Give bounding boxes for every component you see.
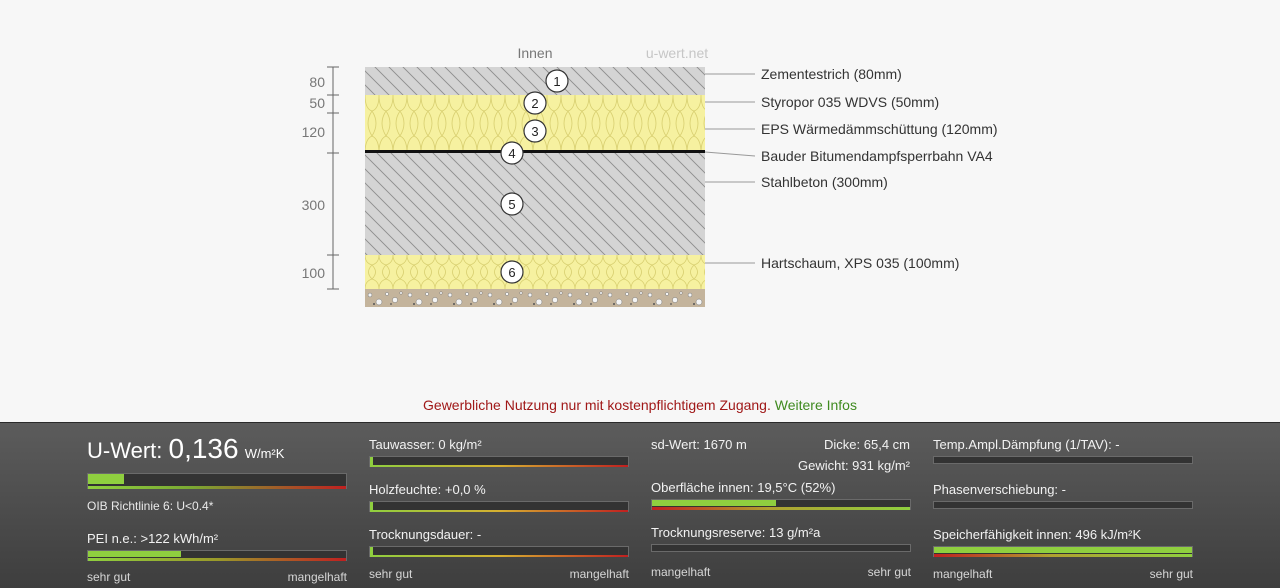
drying-reserve-label: Trocknungsreserve: 13 g/m²a: [651, 525, 821, 540]
watermark: u-wert.net: [645, 45, 709, 61]
layer-number-2: 2: [531, 96, 539, 111]
col3-scale-left: mangelhaft: [651, 565, 711, 579]
bar-scale-gradient: [88, 486, 346, 489]
inside-label: Innen: [517, 45, 553, 61]
u-value-label: U-Wert:: [87, 438, 163, 463]
ground-band: [365, 289, 705, 307]
col1-scale-left: sehr gut: [87, 570, 131, 584]
phase-shift-label: Phasenverschiebung: -: [933, 482, 1066, 497]
u-value-heading: [87, 433, 284, 465]
dim-label-3: 120: [301, 124, 325, 140]
u-value-number: 0,136: [168, 433, 239, 464]
col2-scale-left: sehr gut: [369, 567, 413, 581]
layer-1-band: [365, 67, 705, 95]
heat-capacity-label: Speicherfähigkeit innen: 496 kJ/m²K: [933, 527, 1142, 542]
layer-6-band: [365, 255, 705, 289]
col4-scale-left: mangelhaft: [933, 567, 993, 581]
bar-scale-gradient: [652, 507, 910, 510]
surface-inside-bar: [651, 499, 911, 510]
layer-label-3: EPS Wärmedämmschüttung (120mm): [761, 121, 998, 137]
u-value-bar: [87, 473, 347, 489]
dimension-axis: [327, 67, 339, 289]
drying-reserve-bar: [651, 544, 911, 552]
more-info-link[interactable]: Weitere Infos: [774, 397, 857, 413]
results-panel: [0, 422, 1280, 588]
thickness-value: Dicke: 65,4 cm: [824, 437, 910, 452]
sd-value: sd-Wert: 1670 m: [651, 437, 747, 452]
surface-inside-label: Oberfläche innen: 19,5°C (52%): [651, 480, 836, 495]
bar-fill: [88, 551, 181, 557]
notice-text: Gewerbliche Nutzung nur mit kostenpflichtigem Zugang.: [423, 397, 771, 413]
holzfeuchte-label: Holzfeuchte: +0,0 %: [369, 482, 486, 497]
layer-label-4: Bauder Bitumendampfsperrbahn VA4: [761, 148, 993, 164]
bar-fill: [934, 547, 1192, 553]
layer-label-6: Hartschaum, XPS 035 (100mm): [761, 255, 960, 271]
weight-value: Gewicht: 931 kg/m²: [798, 458, 910, 473]
layer-label-5: Stahlbeton (300mm): [761, 174, 888, 190]
layer-number-4: 4: [508, 146, 516, 161]
bar-scale-gradient: [370, 510, 628, 512]
trocknungsdauer-bar: [369, 546, 629, 557]
temp-amplitude-bar: [933, 456, 1193, 464]
bar-scale-gradient: [934, 554, 1192, 557]
pei-label: PEI n.e.: >122 kWh/m²: [87, 531, 219, 546]
tauwasser-label: Tauwasser: 0 kg/m²: [369, 437, 482, 452]
heat-capacity-bar: [933, 546, 1193, 557]
u-value-unit: W/m²K: [244, 446, 285, 461]
trocknungsdauer-label: Trocknungsdauer: -: [369, 527, 482, 542]
dim-label-5: 300: [301, 197, 325, 213]
pei-bar: [87, 550, 347, 561]
col2-scale-right: mangelhaft: [569, 567, 629, 581]
layer-label-2: Styropor 035 WDVS (50mm): [761, 94, 940, 110]
col1-scale-right: mangelhaft: [287, 570, 347, 584]
bar-scale-gradient: [88, 558, 346, 561]
oib-requirement: OIB Richtlinie 6: U<0.4*: [87, 499, 214, 513]
tauwasser-bar: [369, 456, 629, 467]
leader-line-4: [705, 152, 755, 156]
layer-number-1: 1: [553, 74, 561, 89]
bar-scale-gradient: [370, 465, 628, 467]
phase-shift-bar: [933, 501, 1193, 509]
layer-5-band: [365, 153, 705, 255]
col3-scale-right: sehr gut: [867, 565, 911, 579]
layer-number-6: 6: [508, 265, 516, 280]
commercial-notice: [0, 397, 1280, 413]
holzfeuchte-bar: [369, 501, 629, 512]
dim-label-6: 100: [301, 265, 325, 281]
temp-amplitude-label: Temp.Ampl.Dämpfung (1/TAV): -: [933, 437, 1120, 452]
bar-fill: [652, 500, 776, 506]
dim-label-1: 80: [309, 74, 325, 90]
layer-number-3: 3: [531, 124, 539, 139]
layer-label-1: Zementestrich (80mm): [761, 66, 902, 82]
col4-scale-right: sehr gut: [1149, 567, 1193, 581]
bar-scale-gradient: [370, 555, 628, 557]
dim-label-2: 50: [309, 95, 325, 111]
layer-number-5: 5: [508, 197, 516, 212]
bar-fill: [88, 474, 124, 484]
layer-4-band: [365, 150, 705, 153]
